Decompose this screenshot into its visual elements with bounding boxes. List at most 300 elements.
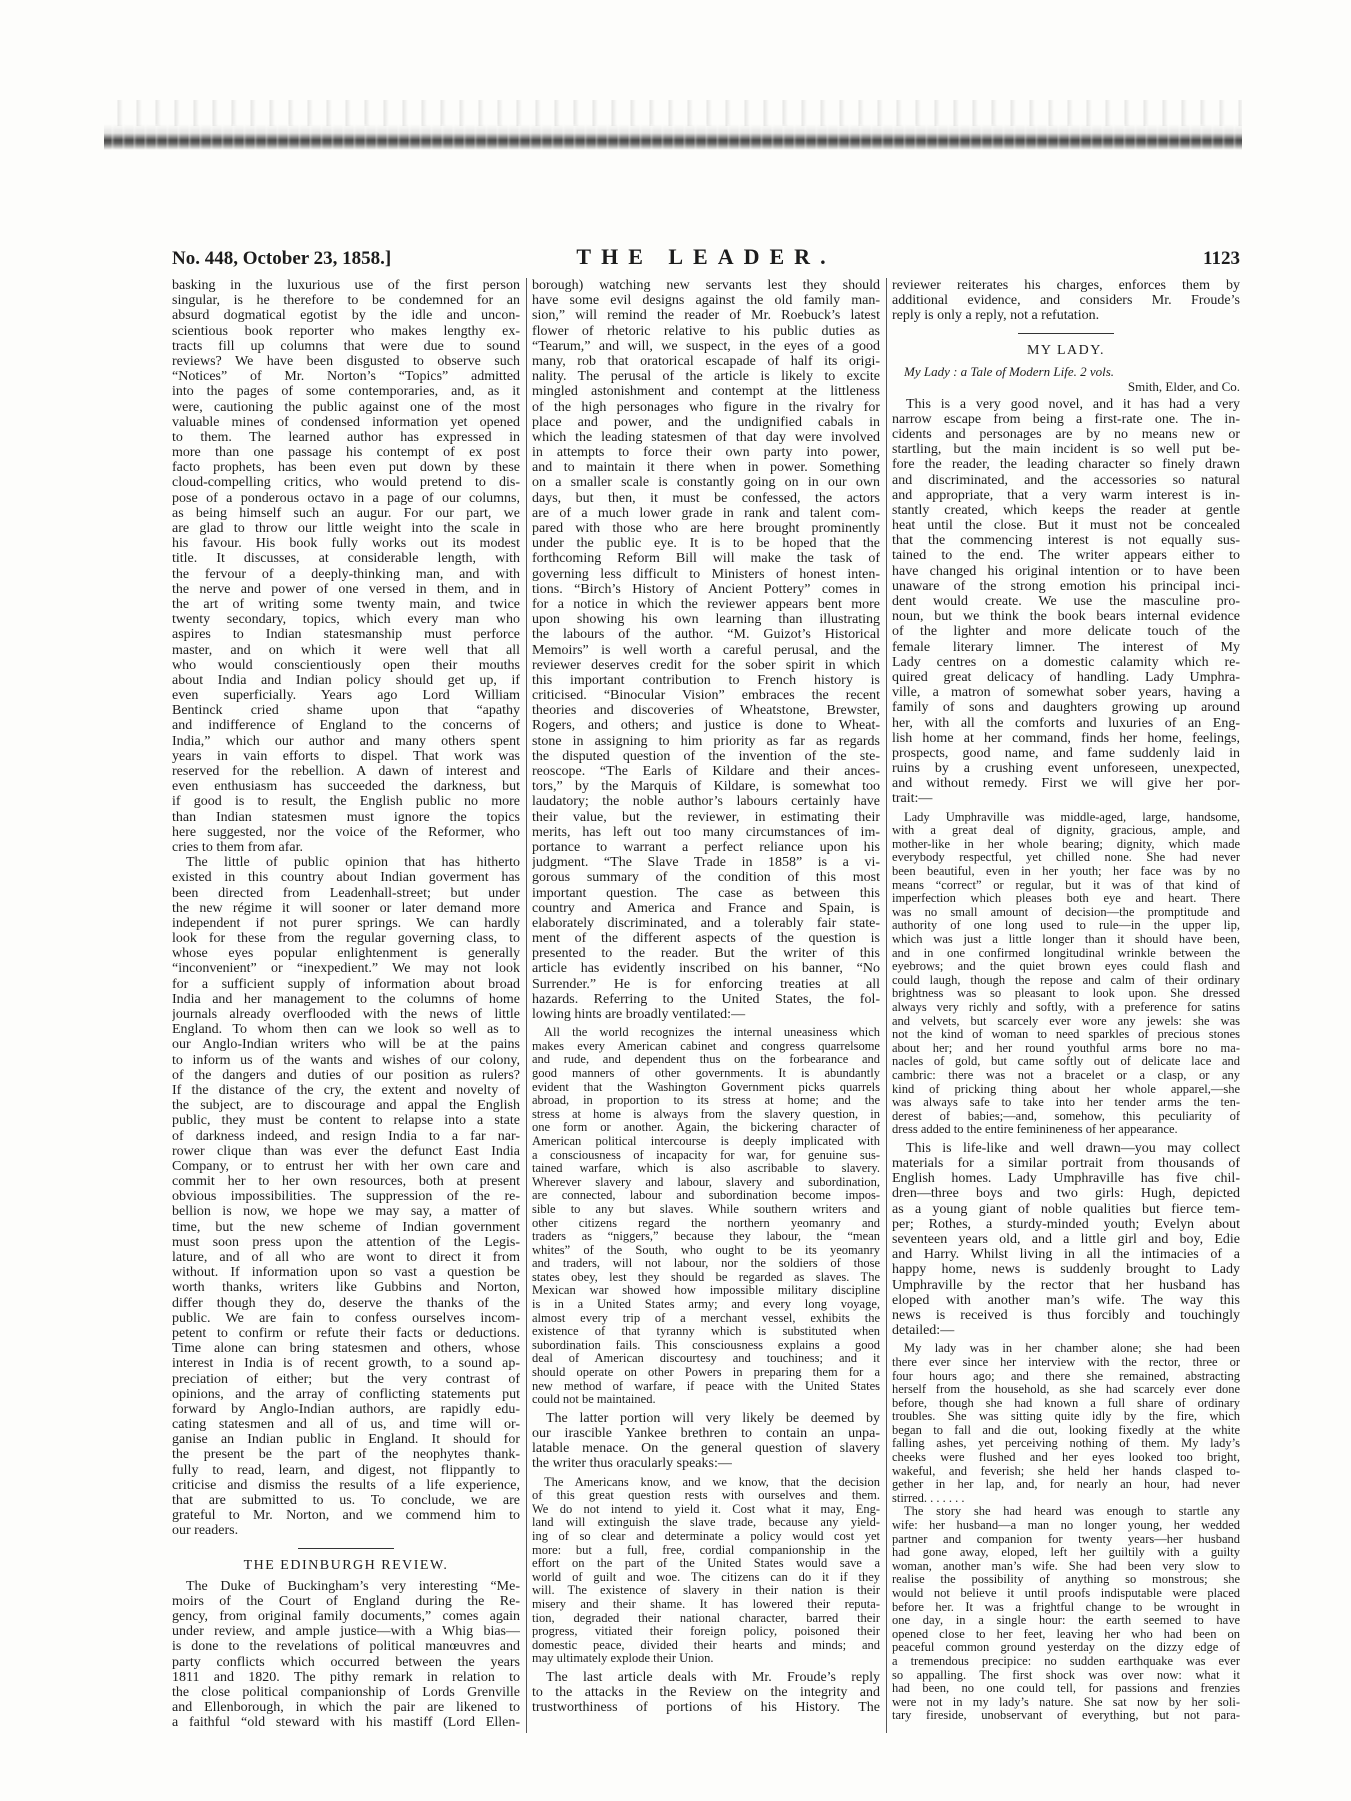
text-line: England. To whom then can we look so well as to	[172, 1022, 520, 1038]
text-line: almost every trip of a merchant vessel, exhibits the	[532, 1311, 880, 1325]
text-line: governing less difficult to Ministers of honest inten-	[532, 566, 880, 582]
text-line: days, but then, it must be confessed, the actors	[532, 490, 880, 506]
text-line: of this great question rests with ourselves and them.	[532, 1489, 880, 1503]
text-line: detailed:—	[892, 1323, 955, 1339]
text-line: more: but a full, free, cordial companionship in the	[532, 1543, 880, 1557]
text-line: the nerve and power of one versed in them, and in	[172, 581, 520, 597]
quoted-extract	[892, 811, 1240, 1137]
text-line: were not in my lady’s nature. She sat now by her soli-	[892, 1695, 1240, 1709]
text-line: The little of public opinion that has hitherto	[186, 855, 520, 871]
text-line: criticise and dismiss the results of a life experience,	[172, 1477, 520, 1493]
text-line: which the leading statesmen of that day were involved	[532, 429, 880, 445]
text-line: heat until the close. But it must not be concealed	[892, 518, 1240, 534]
text-line: This is a very good novel, and it has had a very	[906, 396, 1240, 412]
text-line: gency, from original family documents,” comes again	[172, 1608, 520, 1624]
text-line: may ultimately explode their Union.	[532, 1652, 714, 1666]
text-line: happy home, news is suddenly brought to Lady	[892, 1262, 1240, 1278]
text-line: other citizens regard the northern yeomanry and	[532, 1216, 880, 1230]
text-line: falling ashes, yet perceiving nothing of them. My lady’s	[892, 1437, 1240, 1451]
text-line: our Anglo-Indian writers who will be at the pains	[172, 1037, 520, 1053]
text-line: partner and companion for twenty years—her husband	[892, 1532, 1240, 1546]
text-line: traders as “niggers,” because they labour, the “mean	[532, 1230, 880, 1244]
text-line: place and power, and the undignified cabals in	[532, 414, 880, 430]
text-line: moirs of the Court of England during the Re-	[172, 1593, 520, 1609]
text-line: lature, and of all who are wont to direct it from	[172, 1250, 520, 1265]
text-line: elaborately discriminated, and a tolerably fair state-	[532, 915, 880, 931]
text-line: misery and their shame. It has lowered their reputa-	[532, 1597, 880, 1611]
column-middle	[532, 278, 880, 1715]
text-line: which was just a little longer than it should have been,	[892, 932, 1240, 946]
text-line: fore the reader, the leading character so finely drawn	[892, 457, 1240, 473]
text-line: there ever since her interview with the rector, three or	[892, 1355, 1240, 1369]
text-line: gorous summary of the condition of this most	[532, 870, 880, 886]
text-line: before, though she had known a full share of ordinary	[892, 1396, 1240, 1410]
paragraph	[532, 1411, 880, 1472]
text-line: the close political companionship of Lords Grenville	[172, 1684, 520, 1700]
text-line: not the kind of woman to need sparkles of precious stones	[892, 1028, 1240, 1042]
publisher-line: Smith, Elder, and Co.	[1127, 378, 1240, 394]
text-line: Surrender.” He is for enforcing treaties at all	[532, 976, 880, 992]
text-line: journals already overflooded with the news of little	[172, 1007, 520, 1022]
text-line: title. It discusses, at considerable length, with	[172, 551, 520, 567]
text-line: are connected, labour and subordination become impos-	[532, 1189, 880, 1203]
text-line: and appropriate, that a very warm interest is in-	[892, 487, 1240, 503]
text-line: lowing hints are broadly ventilated:—	[532, 1007, 746, 1022]
text-line: grateful to Mr. Norton, and we commend him to	[172, 1508, 520, 1524]
text-line: absurd dogmatical egotist by the idle and uncon-	[172, 308, 520, 324]
text-line: dent would create. We use the masculine pro-	[892, 594, 1240, 609]
text-line: peaceful common ground yesterday on the dizzy edge of	[892, 1641, 1240, 1655]
text-line: flower of rhetoric relative to his public duties as	[532, 323, 880, 339]
text-line: tion, degraded their national character, barred their	[532, 1611, 880, 1625]
text-line: The last article deals with Mr. Froude’s reply	[546, 1669, 880, 1685]
text-line: seventeen years old, and a little girl and boy, Edie	[892, 1232, 1240, 1247]
section-heading: THE EDINBURGH REVIEW.	[243, 1557, 449, 1573]
text-line: land will extinguish the slave trade, because any yield-	[532, 1516, 880, 1530]
text-line: family of sons and daughters growing up around	[892, 700, 1240, 716]
text-line: commit her to her own resources, both at present	[172, 1174, 520, 1190]
text-line: than Indian statesmen must ignore the topics	[172, 809, 520, 825]
text-line: Lady centres on a domestic calamity which re-	[892, 654, 1240, 670]
text-line: scientious book reporter who makes lengthy ex-	[172, 323, 520, 339]
text-line: ruins by a crushing event unforeseen, unexpected,	[892, 761, 1240, 777]
text-line: reserved for the rebellion. A dawn of interest and	[172, 764, 520, 779]
column-left	[172, 278, 520, 1730]
text-line: female literary limner. The interest of My	[892, 639, 1240, 655]
text-line: pose of a ponderous octavo in a page of our columns,	[172, 490, 520, 506]
page-columns	[172, 278, 1240, 1748]
text-line: rower clique than was ever the defunct East India	[172, 1143, 520, 1159]
text-line: for a notice in which the reviewer appears bent more	[532, 596, 880, 612]
text-line: materials for a similar portrait from thousands of	[892, 1156, 1240, 1172]
text-line: forward by Anglo-Indian authors, are rapidly edu-	[172, 1401, 520, 1417]
text-line: into the pages of some contemporaries, and, as it	[172, 384, 520, 400]
text-line: obvious impossibilities. The suppression of the re-	[172, 1189, 520, 1205]
text-line: must soon press upon the attention of the Legis-	[172, 1234, 520, 1250]
text-line: a consciousness of incapacity for war, for genuine sus-	[532, 1148, 880, 1162]
text-line: even superficially. Years ago Lord William	[172, 688, 520, 704]
text-line: should operate on other Powers in preparing them for a	[532, 1366, 880, 1380]
text-line: and Harry. Whilst living in all the intimacies of a	[892, 1247, 1240, 1263]
text-line: wakeful, and feverish; she held her hands clasped to-	[892, 1464, 1240, 1478]
text-line: We do not intend to yield it. Cost what it may, Eng-	[532, 1502, 880, 1516]
text-line: ganise an Indian public in England. It should for	[172, 1432, 520, 1448]
text-line: means “correct” or regular, but it was of that kind of	[892, 878, 1240, 892]
text-line: and without remedy. First we will give her por-	[892, 776, 1240, 792]
text-line: India and her management to the columns of home	[172, 991, 520, 1007]
text-line: startling, but the main incident is so well put be-	[892, 442, 1240, 458]
text-line: tained warfare, which is also ascribable to slavery.	[532, 1162, 880, 1176]
text-line: are of a much lower grade in rank and talent com-	[532, 505, 880, 521]
text-line: country and America and France and Spain, is	[532, 900, 880, 916]
quoted-extract	[892, 1342, 1240, 1505]
text-line: to inform us of the wants and wishes of our colony,	[172, 1052, 520, 1068]
text-line: tained to the end. The writer appears either to	[892, 548, 1240, 564]
text-line: the subject, are to discourage and appal the English	[172, 1098, 520, 1114]
text-line: “inconvenient” or “inexpedient.” We may not look	[172, 961, 520, 977]
text-line: under the public eye. It is to be hoped that the	[532, 536, 880, 552]
text-line: if good is to result, the English public no more	[172, 794, 520, 810]
text-line: “Notices” of Mr. Norton’s “Topics” admitted	[172, 369, 520, 385]
text-line: This is life-like and well drawn—you may collect	[906, 1140, 1240, 1156]
section-rule	[1018, 333, 1114, 334]
paragraph	[892, 1141, 1240, 1338]
text-line: borough) watching new servants lest they should	[532, 278, 880, 293]
text-line: The latter portion will very likely be deemed by	[546, 1410, 880, 1426]
text-line: wife: her husband—a man no longer young, her wedded	[892, 1519, 1240, 1533]
text-line: effort on the part of the United States would save a	[532, 1557, 880, 1571]
text-line: Company, or to entrust her with her own care and	[172, 1158, 520, 1174]
text-line: mingled astonishment and contempt at the littleness	[532, 384, 880, 400]
text-line: been directed from Leadenhall-street; but under	[172, 885, 520, 901]
text-line: merits, has left out too many circumstances of im-	[532, 824, 880, 840]
paragraph	[172, 278, 520, 855]
column-divider	[886, 278, 887, 1733]
text-line: is done to the revelations of political manœuvres and	[172, 1639, 520, 1655]
text-line: whose eyes popular enlightenment is generally	[172, 946, 520, 962]
text-line: their value, but the reviewer, in estimating their	[532, 809, 880, 825]
text-line: abroad, in proportion to its stress at home; and the	[532, 1094, 880, 1108]
text-line: a faithful “old steward with his mastiff (Lord Ellen-	[172, 1715, 520, 1731]
newspaper-title: THE LEADER.	[576, 244, 836, 269]
text-line: will. The existence of slavery in their nation is their	[532, 1584, 880, 1598]
text-line: singular, is he therefore to be condemned for an	[172, 293, 520, 309]
scan-edge-artifact	[104, 124, 1242, 150]
text-line: world of guilt and woe. The citizens can do it if they	[532, 1570, 880, 1584]
text-line: laudatory; the noble author’s labours certainly have	[532, 794, 880, 810]
text-line: Rogers, and others; and justice is done to Wheat-	[532, 718, 880, 734]
text-line: presented to the reader. But the writer of this	[532, 946, 880, 962]
text-line: cidents and personages are by no means new or	[892, 426, 1240, 442]
section-rule	[298, 1548, 394, 1549]
text-line: Umphraville by the rector that her husband has	[892, 1277, 1240, 1293]
text-line: master, and on which it were well that all	[172, 642, 520, 658]
text-line: latable menace. On the general question of slavery	[532, 1441, 880, 1457]
text-line: that the commencing interest is not equally sus-	[892, 533, 1240, 549]
text-line: important question. The case as between this	[532, 885, 880, 901]
quoted-extract	[892, 1505, 1240, 1723]
issue-date: No. 448, October 23, 1858.]	[172, 248, 392, 269]
text-line: “Tearum,” and will, we suspect, in the eyes of a good	[532, 338, 880, 354]
text-line: fully to read, learn, and digest, not flippantly to	[172, 1462, 520, 1478]
text-line: authority of one long used to rule—in the upper lip,	[892, 919, 1240, 933]
text-line: realise the possibility of anything so monstrous; she	[892, 1573, 1240, 1587]
text-line: The Duke of Buckingham’s very interesting “Me-	[186, 1578, 520, 1594]
text-line: dress added to the entire feminineness of her appearance.	[892, 1123, 1178, 1137]
text-line: makes every American cabinet and congress quarrelsome	[532, 1039, 880, 1053]
text-line: reviews? We have been disgusted to observe such	[172, 353, 520, 369]
text-line: derest of babies;—and, somehow, this peculiarity of	[892, 1109, 1240, 1123]
text-line: progress, vitiated their foreign policy, poisoned their	[532, 1625, 880, 1639]
text-line: always very richly and softly, with a preference for satins	[892, 1000, 1240, 1014]
text-line: whites” of the South, who ought to be its yeomanry	[532, 1243, 880, 1257]
text-line: Memoirs” is well worth a careful perusal, and the	[532, 642, 880, 658]
text-line: eloped with another man’s wife. The way this	[892, 1292, 1240, 1308]
text-line: have some evil designs against the old family man-	[532, 293, 880, 309]
text-line: reoscope. “The Earls of Kildare and their ances-	[532, 764, 880, 779]
paragraph	[172, 1579, 520, 1731]
text-line: this important contribution to French history is	[532, 672, 880, 688]
text-line: of the lighter and more delicate touch of the	[892, 624, 1240, 640]
text-line: reviewer deserves credit for the sober spirit in which	[532, 657, 880, 673]
text-line: the new régime it will sooner or later demand more	[172, 900, 520, 916]
text-line: noun, but we think the book bears internal evidence	[892, 609, 1240, 625]
text-line: with a great deal of dignity, gracious, ample, and	[892, 824, 1240, 838]
text-line: opinions, and the array of conflicting statements put	[172, 1386, 520, 1402]
masthead	[172, 242, 1240, 270]
text-line: in attempts to force their own party into power,	[532, 445, 880, 461]
text-line: the art of writing some twenty main, and twice	[172, 596, 520, 612]
text-line: here suggested, nor the voice of the Reformer, who	[172, 824, 520, 840]
text-line: existence of that tyranny which is substituted when	[532, 1325, 880, 1339]
text-line: for a sufficient supply of information about broad	[172, 976, 520, 992]
text-line: dren—three boys and two girls: Hugh, depicted	[892, 1186, 1240, 1202]
page-number: 1123	[1203, 248, 1240, 269]
text-line: facto prophets, has been even put down by these	[172, 460, 520, 476]
text-line: Mexican war showed how impossible military discipline	[532, 1284, 880, 1298]
text-line: India,” which our author and many others spent	[172, 733, 520, 749]
text-line: would not believe it until proofs indisputable were placed	[892, 1587, 1240, 1600]
text-line: was no small amount of decision—the promptitude and	[892, 905, 1240, 919]
text-line: the disputed question of the invention of the ste-	[532, 748, 880, 764]
text-line: stress at home is always from the slavery question, in	[532, 1107, 880, 1121]
text-line: ing of so clear and determinate a policy would cost yet	[532, 1529, 880, 1543]
text-line: states obey, lest they should be regarded as slaves. The	[532, 1270, 880, 1284]
text-line: cheeks were flushed and her eyes looked too bright,	[892, 1451, 1240, 1465]
text-line: news is received is thus forcibly and touchingly	[892, 1307, 1240, 1323]
text-line: petent to confirm or refute their facts or deductions.	[172, 1325, 520, 1341]
text-line: that are submitted to us. To conclude, we are	[172, 1493, 520, 1508]
text-line: worth thanks, writers like Gubbins and Norton,	[172, 1280, 520, 1296]
text-line: have changed his original intention or to have been	[892, 563, 1240, 579]
text-line: of darkness indeed, and resign India to a far nar-	[172, 1128, 520, 1144]
text-line: nacles of gold, but came softly out of delicate lace and	[892, 1055, 1240, 1069]
text-line: was always safe to take into her tender arms the ten-	[892, 1096, 1240, 1110]
text-line: brightness was so pleasant to look upon. She dressed	[892, 987, 1240, 1001]
text-line: stantly created, which keeps the reader at gentle	[892, 502, 1240, 518]
text-line: so appalling. The first shock was over now: what it	[892, 1668, 1240, 1682]
text-line: new method of warfare, if peace with the United States	[532, 1379, 880, 1393]
quoted-extract	[532, 1026, 880, 1407]
text-line: years in vain efforts to dispel. That work was	[172, 748, 520, 764]
text-line: the fervour of a deeply-thinking man, and with	[172, 566, 520, 582]
section-heading: MY LADY.	[1026, 342, 1106, 358]
text-line: twenty secondary, topics, which every man who	[172, 612, 520, 628]
text-line: interest in India is of recent growth, to a sound ap-	[172, 1356, 520, 1372]
text-line: tors,” by the Marquis of Kildare, is somewhat too	[532, 779, 880, 795]
text-line: of the dangers and duties of our position as rulers?	[172, 1067, 520, 1083]
text-line: and traders, will not labour, nor the soldiers of those	[532, 1257, 880, 1271]
text-line: subordination fails. This consciousness explains a good	[532, 1338, 880, 1352]
text-line: his favour. His book fully works out its modest	[172, 536, 520, 552]
text-line: ment of the different aspects of the question is	[532, 931, 880, 947]
text-line: imperfection which pleases both eye and heart. There	[892, 892, 1240, 906]
text-line: are glad to throw our little weight into the scale in	[172, 521, 520, 536]
text-line: could laugh, though the repose and calm of their ordinary	[892, 973, 1240, 987]
column-divider	[526, 278, 527, 1733]
text-line: prospects, good name, and fame suddenly laid in	[892, 745, 1240, 761]
text-line: about her; and her round youthful arms bore no ma-	[892, 1041, 1240, 1055]
text-line: sible to any but slaves. While southern writers and	[532, 1202, 880, 1216]
text-line: If the distance of the cry, the extent and novelty of	[172, 1082, 520, 1098]
text-line: hazards. Referring to the United States, the fol-	[532, 991, 880, 1007]
text-line: stone in assigning to him priority as far as regards	[532, 733, 880, 749]
text-line: the present be the part of the neophytes thank-	[172, 1447, 520, 1463]
text-line: gether in her lap, and, for nearly an hour, had never	[892, 1478, 1240, 1492]
paragraph	[532, 278, 880, 1022]
text-line: deal of American discourtesy and touchiness; and it	[532, 1352, 880, 1366]
text-line: and to maintain it there when in power. Something	[532, 460, 880, 476]
text-line: unaware of the strong emotion his principal inci-	[892, 578, 1240, 594]
text-line: and in one confirmed longitudinal wrinkle between the	[892, 946, 1240, 960]
text-line: cloud-compelling critics, who would pretend to dis-	[172, 475, 520, 491]
text-line: and velvets, but scarcely ever wore any jewels: she was	[892, 1014, 1240, 1028]
text-line: herself from the household, as she had scarcely ever done	[892, 1383, 1240, 1397]
text-line: article has evidently inscribed on his banner, “No	[532, 961, 880, 977]
text-line: narrow escape from being a first-rate one. The in-	[892, 411, 1240, 427]
text-line: mother-like in her whole bearing; dignity, which made	[892, 837, 1240, 851]
text-line: to the attacks in the Review on the integrity and	[532, 1685, 880, 1701]
text-line: the writer thus oracularly speaks:—	[532, 1456, 732, 1472]
text-line: and Ellenborough, in which the pair are likened to	[172, 1700, 520, 1716]
text-line: who would conscientiously open their mouths	[172, 657, 520, 673]
text-line: The story she had heard was enough to startle any	[904, 1505, 1240, 1519]
text-line: one form or another. Again, the bickering character of	[532, 1121, 880, 1135]
text-line: pared with those who are here brought prominently	[532, 521, 880, 536]
text-line: everybody respectful, yet chilled none. She had never	[892, 851, 1240, 865]
text-line: criticised. “Binocular Vision” embraces the recent	[532, 688, 880, 704]
text-line: one day, in a single hour: the earth seemed to have	[892, 1614, 1240, 1628]
text-line: Bentinck cried shame upon that “apathy	[172, 703, 520, 719]
text-line: Lady Umphraville was middle-aged, large, handsome,	[904, 810, 1240, 824]
text-line: as a young giant of noble qualities but fierce tem-	[892, 1201, 1240, 1217]
text-line: of the high personages who figure in the rivalry for	[532, 399, 880, 415]
text-line: valuable mines of condensed information yet opened	[172, 414, 520, 430]
text-line: more than one passage his contempt of ex post	[172, 445, 520, 461]
text-line: and rude, and dependent thus on the forbearance and	[532, 1053, 880, 1067]
text-line: and discriminated, and the accessories so natural	[892, 472, 1240, 488]
text-line: on a smaller scale is constantly going on in our own	[532, 475, 880, 491]
text-line: preciation of either; but the very contrast of	[172, 1371, 520, 1387]
text-line: many, rob that oratorical escapade of half its origi-	[532, 353, 880, 369]
text-line: trustworthiness of portions of his History. The	[532, 1700, 880, 1716]
text-line: All the world recognizes the internal uneasiness which	[544, 1026, 880, 1040]
text-line: quired great delicacy of handling. Lady Umphra-	[892, 669, 1240, 685]
text-line: even enthusiasm has succeeded the darkness, but	[172, 779, 520, 795]
text-line: reply is only a reply, not a refutation.	[892, 308, 1100, 324]
text-line: Time alone can bring statesmen and others, whose	[172, 1341, 520, 1357]
text-line: theories and discoveries of Wheatstone, Brewster,	[532, 703, 880, 719]
text-line: English homes. Lady Umphraville has five chil-	[892, 1171, 1240, 1187]
text-line: party conflicts which occurred between the years	[172, 1654, 520, 1670]
text-line: lish home at her command, finds her home, feelings,	[892, 730, 1240, 746]
text-line: bellion is now, we hope we may say, a matter of	[172, 1204, 520, 1220]
text-line: aspires to Indian statesmanship must perforce	[172, 627, 520, 643]
paragraph	[892, 397, 1240, 807]
text-line: The Americans know, and we know, that the decision	[544, 1475, 880, 1489]
text-line: per; Rothes, a sturdy-minded youth; Evelyn about	[892, 1216, 1240, 1232]
paragraph	[532, 1670, 880, 1716]
paragraph	[892, 278, 1240, 324]
text-line: had been, no one could tell, for passions and frenzies	[892, 1682, 1240, 1696]
text-line: could not be maintained.	[532, 1393, 656, 1407]
text-line: ville, a matron of somewhat sober years, having a	[892, 685, 1240, 701]
text-line: a tremendous precipice: no sudden earthquake was ever	[892, 1654, 1240, 1668]
text-line: woman, another man’s wife. She had been very slow to	[892, 1559, 1240, 1573]
text-line: stirred. . . . . . .	[892, 1491, 965, 1505]
book-title: My Lady : a Tale of Modern Life. 2 vols.	[904, 363, 1115, 379]
text-line: our irascible Yankee brethren to contain an unpa-	[532, 1426, 880, 1441]
text-line: sion,” will remind the reader of Mr. Roebuck’s latest	[532, 308, 880, 324]
text-line: public. We are fain to confess ourselves incom-	[172, 1310, 520, 1326]
text-line: before her. It was a frightful change to be wrought in	[892, 1600, 1240, 1614]
text-line: about India and Indian policy should get up, if	[172, 672, 520, 688]
text-line: her, with all the comforts and luxuries of an Eng-	[892, 715, 1240, 731]
text-line: look for these from the regular governing class, to	[172, 931, 520, 947]
text-line: forthcoming Reform Bill will make the task of	[532, 551, 880, 567]
text-line: reviewer reiterates his charges, enforces them by	[892, 278, 1240, 293]
text-line: as being himself such an augur. For our part, we	[172, 505, 520, 521]
text-line: additional evidence, and considers Mr. Froude’s	[892, 293, 1240, 309]
scan-speckle-artifact	[104, 100, 1242, 126]
text-line: differ though they do, deserve the thanks of the	[172, 1295, 520, 1311]
text-line: cries to them from afar.	[172, 839, 304, 855]
text-line: troubles. She was sitting quite idly by the fire, which	[892, 1410, 1240, 1424]
text-line: portance to warrant a perfect reliance upon his	[532, 839, 880, 855]
text-line: nality. The perusal of the article is likely to excite	[532, 369, 880, 385]
text-line: Wherever slavery and labour, slavery and subordination,	[532, 1175, 880, 1189]
text-line: good manners of other governments. It is abundantly	[532, 1066, 880, 1080]
text-line: tracts fill up columns that were due to sound	[172, 338, 520, 354]
text-line: independent if not purer springs. We can hardly	[172, 915, 520, 931]
text-line: without. If information upon so vast a question be	[172, 1265, 520, 1281]
text-line: evident that the Washington Government picks quarrels	[532, 1080, 880, 1094]
text-line: American political intercourse is deeply implicated with	[532, 1134, 880, 1148]
text-line: cambric: there was not a bracelet or a clasp, or any	[892, 1068, 1240, 1082]
text-line: eyebrows; and the quiet brown eyes could flash and	[892, 960, 1240, 974]
text-line: judgment. “The Slave Trade in 1858” is a vi-	[532, 855, 880, 871]
text-line: to them. The learned author has expressed in	[172, 429, 520, 445]
text-line: under review, and ample justice—with a Whig bias—	[172, 1624, 520, 1640]
text-line: and indifference of England to the concerns of	[172, 718, 520, 734]
text-line: opened close to her feet, leaving her who had been on	[892, 1627, 1240, 1641]
text-line: began to fall and die out, looking fixedly at the white	[892, 1423, 1240, 1437]
text-line: existed in this country about Indian goverment has	[172, 870, 520, 886]
text-line: basking in the luxurious use of the first person	[172, 278, 520, 293]
text-line: were, cautioning the public against one of the most	[172, 399, 520, 415]
text-line: public, they must be content to relapse into a state	[172, 1113, 520, 1129]
text-line: our readers.	[172, 1523, 239, 1539]
